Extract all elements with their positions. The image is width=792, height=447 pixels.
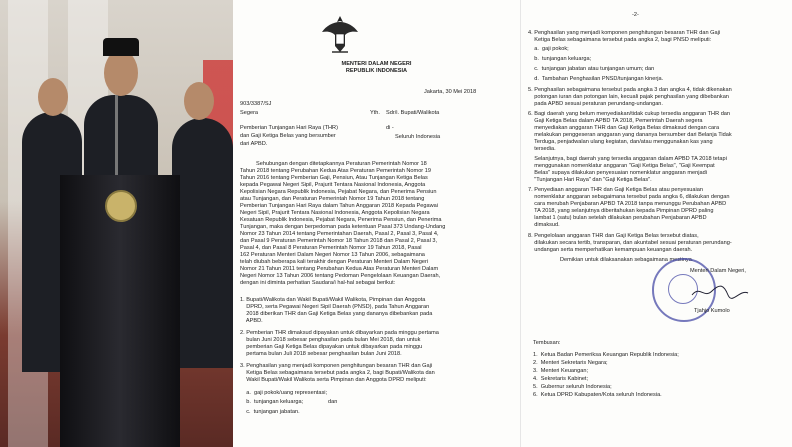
item-line: 7. Penyediaan anggaran THR dan Gaji Ketiga Belas atau penyesuaian <box>528 187 703 193</box>
item-line: 2018 diberikan THR dan Gaji Ketiga Belas yang dananya dibebankan pada <box>240 311 433 317</box>
item-line: cara merubah Penjabaran APBD TA 2018 tanpa menunggu Perubahan APBD <box>528 201 727 207</box>
body-line: Sehubungan dengan ditetapkannya Peraturan Pemerintah Nomor 18 <box>256 161 427 167</box>
item-line: d. Tambahan Penghasilan PNSD/tunjangan kinerja. <box>528 76 664 82</box>
letter-number: 903/3387/SJ <box>240 101 272 107</box>
item-line: menyediakan anggaran THR dan Gaji Ketiga Belas dimaksud dengan cara <box>528 125 720 131</box>
body-line: Pemberian Tunjangan Hari Raya dalam Tahun Anggaran 2018 Kepada Pegawai <box>240 203 438 209</box>
cc-title: Tembusan: <box>533 340 561 346</box>
body-line: telah diubah beberapa kali terakhir dengan Peraturan Menteri Dalam Negeri <box>240 259 429 265</box>
closing-text: Demikian untuk dilaksanakan sebagaimana mestinya. <box>560 257 694 263</box>
item-line: undangan serta memperhatikan kemampuan keuangan daerah. <box>528 247 693 253</box>
subject-line: dan Gaji Ketiga Belas yang bersumber <box>240 133 336 139</box>
item-line: Terduga, penjadwalan ulang kegiatan, dan/atau menggunakan kas yang <box>528 139 713 145</box>
body-line: Kesatuan Republik Indonesia, Pejabat Negara, Penerima Pensiun, dan Penerima <box>240 217 442 223</box>
item-line: 4. Penghasilan yang menjadi komponen penghitungan besaran THR dan Gaji <box>528 30 721 36</box>
item-line: "Tunjangan Hari Raya" dan "Gaji Ketiga Belas". <box>528 177 652 183</box>
item-line: c. tunjangan jabatan. <box>240 409 300 415</box>
item-line: pertama bulan Juli 2018 sebesar penghasilan bulan Juni 2018. <box>240 351 402 357</box>
body-line: Nomor 23 Tahun 2014 tentang Pemerintahan Daerah, Pasal 2, Pasal 3, Pasal 4, <box>240 231 439 237</box>
to-label: Yth. <box>370 110 380 116</box>
item-line: b. tunjangan keluarga; <box>528 56 592 62</box>
cc-item: 4. Sekretaris Kabinet; <box>533 376 589 382</box>
item-line: APBD. <box>240 318 263 324</box>
item-line: 6. Bagi daerah yang belum menyediakan/tidak cukup tersedia anggaran THR dan <box>528 111 731 117</box>
body-line: Negeri Nomor 13 Tahun 2006 tentang Pedoman Pengelolaan Keuangan Daerah, <box>240 273 441 279</box>
item-line: Belas" supaya dilakukan penyesuaian nomenklatur anggaran menjadi <box>528 170 707 176</box>
subject-line: dari APBD. <box>240 141 268 147</box>
body-line: Tunjangan, maka dengan berpedoman pada ketentuan Pasal 373 Undang-Undang <box>240 224 446 230</box>
item-line: Gaji Ketiga Belas dalam APBD TA 2018, Pemerintah Daerah segera <box>528 118 703 124</box>
subject-line: Pemberian Tunjangan Hari Raya (THR) <box>240 125 338 131</box>
cc-item: 2. Menteri Sekretaris Negara; <box>533 360 608 366</box>
cc-item: 6. Ketua DPRD Kabupaten/Kota seluruh Indonesia. <box>533 392 662 398</box>
item-line: Ketiga Belas sebagaimana tersebut pada angka 2, bagi PNSD meliputi: <box>528 37 712 43</box>
item-line: TA 2018, yang selanjutnya diberitahukan kepada Pimpinan DPRD paling <box>528 208 714 214</box>
item-line: nomenklatur anggaran sebagaimana tersebut pada angka 6, dilakukan dengan <box>528 194 730 200</box>
item-line: pemberian Gaji Ketiga Belas dipayakan untuk dibayarkan pada minggu <box>240 344 423 350</box>
item-line: pada APBD sesuai peraturan perundang-undangan. <box>528 101 663 107</box>
item-line: 3. Penghasilan yang menjadi komponen penghitungan besaran THR dan Gaji <box>240 363 433 369</box>
letter-date: Jakarta, 30 Mei 2018 <box>424 89 477 95</box>
item-line: Selanjutnya, bagi daerah yang tersedia anggaran dalam APBD TA 2018 tetapi <box>528 156 727 162</box>
to-line-3: Seluruh Indonesia <box>395 134 441 140</box>
item-line: dilakukan secara tertib, transparan, dan akuntabel sesuai peraturan perundang- <box>528 240 732 246</box>
item-line: 1. Bupati/Walikota dan Wakil Bupati/Wakil Walikota, Pimpinan dan Anggota <box>240 297 426 303</box>
body-line: Nomor 21 Tahun 2011 tentang Perubahan Kedua Atas Peraturan Menteri Dalam <box>240 266 439 272</box>
item-line: tersedia. <box>528 146 556 152</box>
item-line: 8. Pengelolaan anggaran THR dan Gaji Ketiga Belas tersebut diatas, <box>528 233 699 239</box>
item-line: menggunakan nomenklatur anggaran "Gaji Ketiga Belas", "Gaji Keempat <box>528 163 715 169</box>
item-line: Wakil Bupati/Wakil Walikota serta Pimpinan dan Anggota DPRD meliputi: <box>240 377 427 383</box>
item-line: 5. Penghasilan sebagaimana tersebut pada angka 3 dan angka 4, tidak dikenakan <box>528 87 732 93</box>
item-line: c. tunjangan jabatan atau tunjangan umum; dan <box>528 66 655 72</box>
item-line: bulan Juni 2018 sebesar penghasilan pada bulan Mei 2018, dan untuk <box>240 337 421 343</box>
garuda-emblem-icon <box>318 12 362 56</box>
cc-item: 5. Gubernur seluruh Indonesia; <box>533 384 612 390</box>
signatory-name: Tjahjo Kumolo <box>694 308 730 314</box>
item-line: a. gaji pokok/uang representasi; <box>240 390 328 396</box>
item-line: DPRD, serta Pegawai Negeri Sipil Daerah (PNSD), pada Tahun Anggaran <box>240 304 430 310</box>
signatory-title: Menteri Dalam Negeri, <box>690 268 746 274</box>
body-line: 162 Peraturan Menteri Dalam Negeri Nomor 13 Tahun 2006, sebagaimana <box>240 252 425 258</box>
body-line: Kepolisian Negara Republik Indonesia, Pejabat Negara, dan Penerima Pensiun <box>240 189 437 195</box>
item-line: Ketiga Belas sebagaimana tersebut pada angka 2, bagi Bupati/Walikota dan <box>240 370 435 376</box>
institution-line2: REPUBLIK INDONESIA <box>345 68 408 74</box>
signature-icon <box>690 283 750 301</box>
body-line: Negeri Sipil, Prajurit Tentara Nasional Indonesia, Anggota Kepolisian Negara <box>240 210 430 216</box>
to-line-2: di - <box>386 125 394 131</box>
body-line: atau Tunjangan, dan Peraturan Pemerintah Nomor 19 Tahun 2018 tentang <box>240 196 425 202</box>
item-line: lambat 1 (satu) bulan setelah dilakukan perubahan Penjabaran APBD <box>528 215 707 221</box>
press-photo <box>0 0 233 447</box>
page-number: -2- <box>632 12 639 18</box>
body-line: Tahun 2018 tentang Perubahan Kedua Atas Peraturan Pemerintah Nomor 19 <box>240 168 431 174</box>
cc-item: 3. Menteri Keuangan; <box>533 368 589 374</box>
item-line: potongan iuran dan potongan lain, kecuali pajak penghasilan yang dibebankan <box>528 94 729 100</box>
body-line: dengan ini diminta perhatian Saudara/i hal-hal sebagai berikut: <box>240 280 396 286</box>
item-line: a. gaji pokok; <box>528 46 569 52</box>
letter-nature: Segera <box>240 110 259 116</box>
item-line: dimaksud. <box>528 222 560 228</box>
person-right <box>172 118 233 368</box>
institution-line1: MENTERI DALAM NEGERI <box>341 61 412 67</box>
cc-item: 1. Ketua Badan Pemeriksa Keuangan Republik Indonesia; <box>533 352 679 358</box>
podium-emblem <box>105 190 137 222</box>
to-line-1: Sdr/i. Bupati/Walikota <box>386 110 440 116</box>
item-line: melakukan penggeseran anggaran yang dananya bersumber dari Belanja Tidak <box>528 132 732 138</box>
body-line: Pasal 4, dan Pasal 8 Peraturan Pemerintah Nomor 19 Tahun 2018, Pasal <box>240 245 422 251</box>
body-line: kepada Pegawai Negeri Sipil, Prajurit Tentara Nasional Indonesia, Anggota <box>240 182 426 188</box>
body-line: Tahun 2016 tentang Pemberian Gaji, Pensiun, Atau Tunjangan Ketiga Belas <box>240 175 428 181</box>
body-line: dan Pasal 9 Peraturan Pemerintah Nomor 18 Tahun 2018 dan Pasal 2, Pasal 3, <box>240 238 438 244</box>
item-line: b. tunjangan keluarga; dan <box>240 399 338 405</box>
item-line: 2. Pemberian THR dimaksud dipayakan untuk dibayarkan pada minggu pertama <box>240 330 439 336</box>
